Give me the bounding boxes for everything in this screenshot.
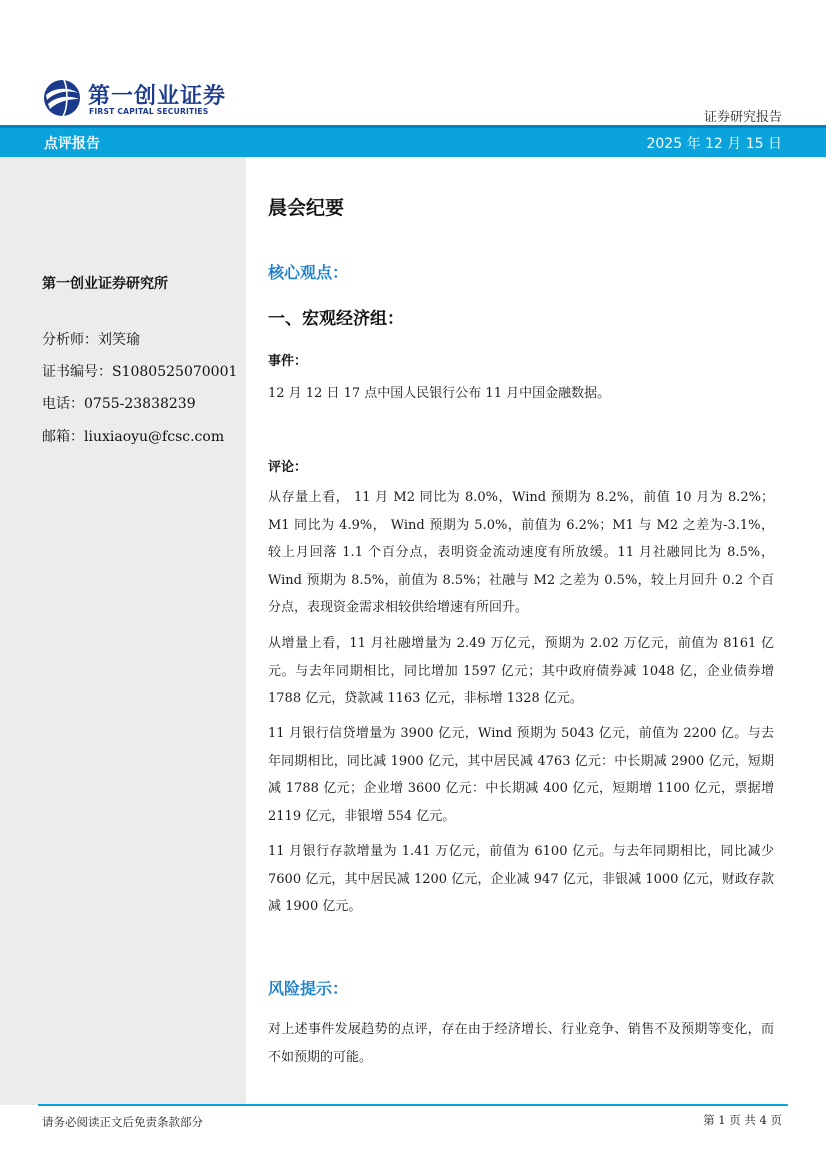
company-logo	[42, 78, 242, 120]
page-number: 第 1 页 共 4 页	[703, 1113, 782, 1127]
page-title: 晨会纪要	[268, 197, 345, 219]
report-date: 2025 年 12 月 15 日	[646, 136, 782, 152]
paragraph-stock: 从存量上看， 11 月 M2 同比为 8.0%，Wind 预期为 8.2%，前值 10 月为 8.2%；M1 同比为 4.9%， Wind 预期为 5.0%，前值为 6.2%；M1 与 M2 之差为-3.1%，较上月回落 1.1 个百分点，表明资金流动速度有所放缓。11 月社融同比为 8.5%，Wind 预期为 8.5%，前值为 8.5%；社融与 M2 之差为 0.5%，较上月回升 0.2 个百分点，表现资金需求相较供给增速有所回升。	[268, 490, 774, 615]
core-views-heading: 核心观点：	[268, 263, 349, 282]
logo-chinese-name: 第一创业证券	[88, 84, 227, 109]
sidebar	[0, 157, 246, 1105]
logo-english-name: FIRST CAPITAL SECURITIES	[89, 107, 209, 116]
disclaimer-note: 请务必阅读正文后免责条款部分	[42, 1115, 203, 1129]
event-label: 事件：	[268, 354, 308, 369]
phone-number: 电话：0755-23838239	[42, 396, 196, 412]
institute-name: 第一创业证券研究所	[42, 276, 168, 292]
paragraph-deposit: 11 月银行存款增量为 1.41 万亿元，前值为 6100 亿元。与去年同期相比，同比减少 7600 亿元，其中居民减 1200 亿元，企业减 947 亿元，非银减 1000 亿元，财政存款减 1900 亿元。	[268, 844, 774, 914]
globe-logo-icon	[42, 78, 82, 118]
certificate-number: 证书编号：S1080525070001	[42, 364, 238, 380]
paragraph-increment: 从增量上看，11 月社融增量为 2.49 万亿元，预期为 2.02 万亿元，前值为 8161 亿元。与去年同期相比，同比增加 1597 亿元；其中政府债券减 1048 亿，企业债券增 1788 亿元，贷款减 1163 亿元，非标增 1328 亿元。	[268, 636, 774, 706]
comment-label: 评论：	[268, 460, 308, 475]
event-text: 12 月 12 日 17 点中国人民银行公布 11 月中国金融数据。	[268, 386, 611, 401]
paragraph-credit: 11 月银行信贷增量为 3900 亿元，Wind 预期为 5043 亿元，前值为 2200 亿。与去年同期相比，同比减 1900 亿元，其中居民减 4763 亿元：中长期减 2900 亿元，短期减 1788 亿元；企业增 3600 亿元：中长期减 400 亿元，短期增 1100 亿元，票据增 2119 亿元，非银增 554 亿元。	[268, 726, 774, 824]
analyst-name: 分析师：刘笑瑜	[42, 332, 140, 348]
report-type-label: 证券研究报告	[703, 110, 782, 125]
section-macro-heading: 一、宏观经济组：	[268, 309, 404, 329]
email-address: 邮箱：liuxiaoyu@fcsc.com	[42, 429, 225, 445]
risk-text: 对上述事件发展趋势的点评，存在由于经济增长、行业竞争、销售不及预期等变化，而不如预期的可能。	[268, 1022, 774, 1065]
report-category: 点评报告	[44, 136, 100, 152]
risk-heading: 风险提示：	[268, 979, 349, 998]
footer-divider	[38, 1104, 788, 1106]
header-band	[0, 125, 826, 157]
